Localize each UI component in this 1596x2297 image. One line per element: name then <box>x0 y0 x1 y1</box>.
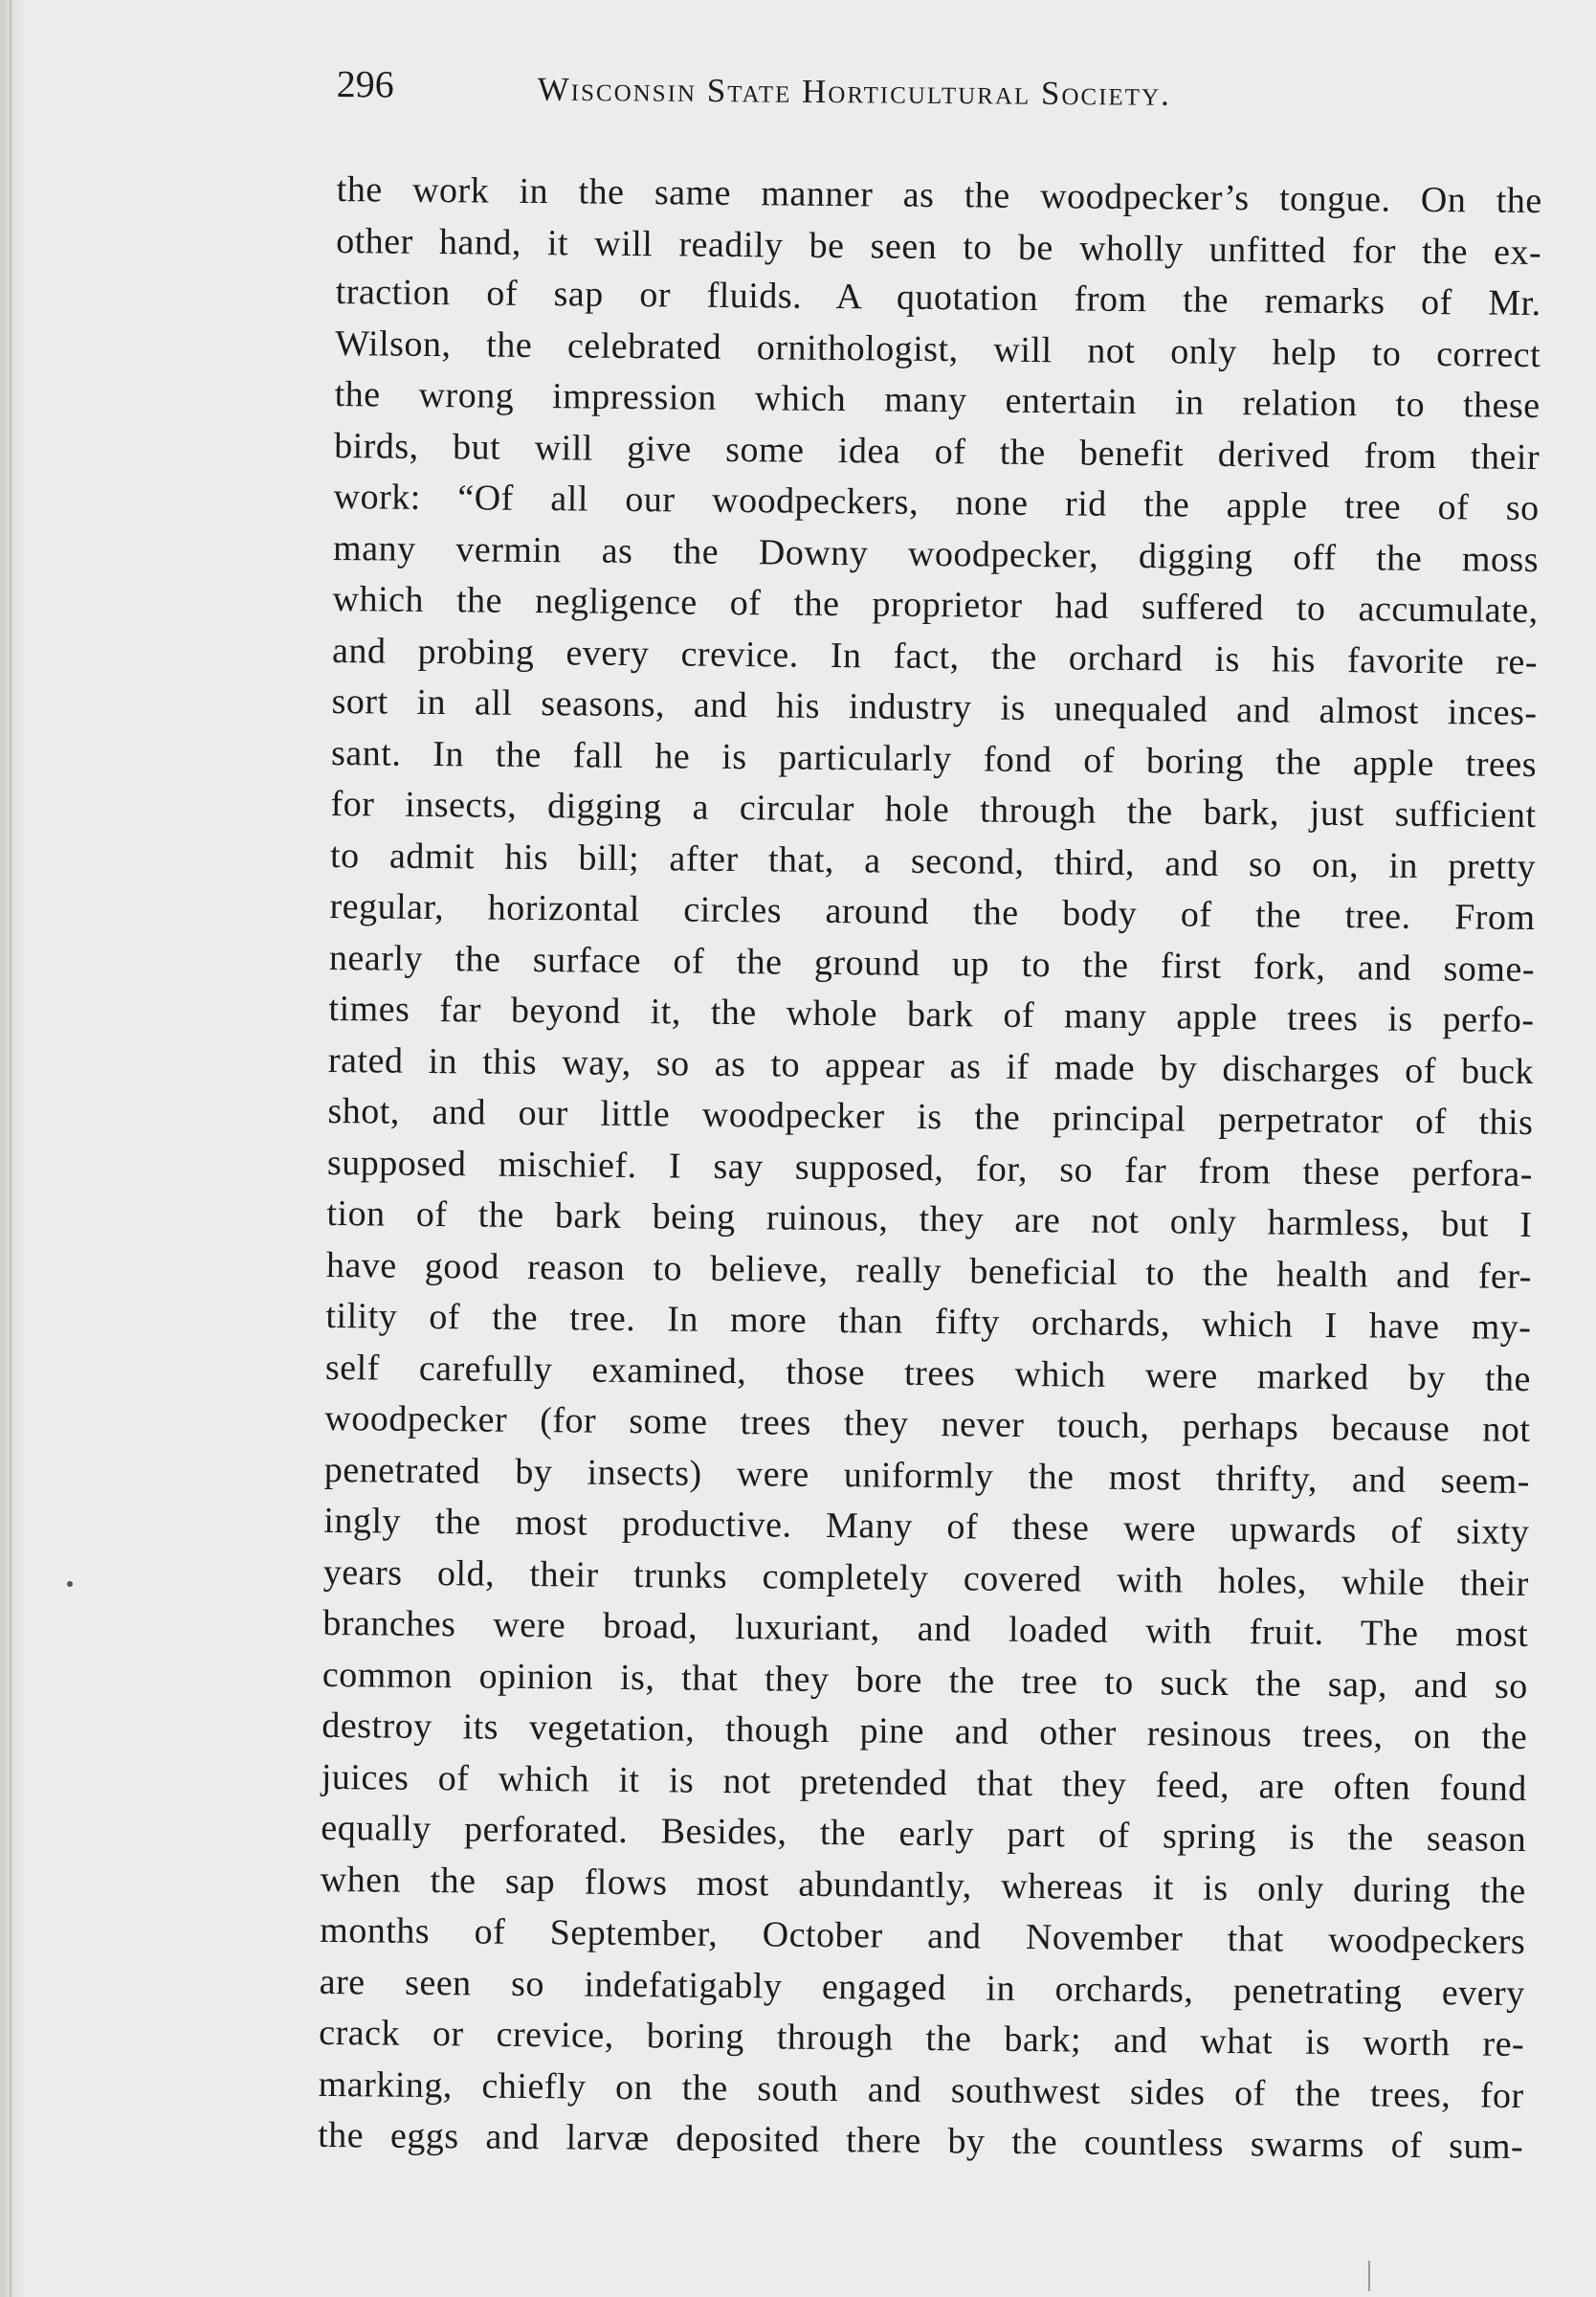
text-line: destroy its vegetation, though pine and other resinous trees, on the <box>321 1705 1528 1758</box>
text-line: when the sap flows most abundantly, whereas it is only during the <box>320 1859 1526 1911</box>
text-line: the wrong impression which many entertain in relation to these <box>334 373 1541 427</box>
text-line: woodpecker (for some trees they never touch, perhaps because not <box>324 1397 1531 1451</box>
scan-mark <box>1368 2261 1370 2291</box>
text-line: the work in the same manner as the woodpecker’s tongue. On the <box>336 168 1542 222</box>
text-line: traction of sap or fluids. A quotation from the remarks of Mr. <box>335 271 1541 324</box>
text-line: for insects, digging a circular hole through the bark, just sufficient <box>330 783 1537 836</box>
text-line: nearly the surface of the ground up to the first fork, and some- <box>328 937 1536 990</box>
text-line: marking, chiefly on the south and southwest sides of the trees, for <box>318 2063 1524 2116</box>
text-line: work: “Of all our woodpeckers, none rid the apple tree of so <box>333 476 1540 529</box>
text-line: tility of the tree. In more than fifty orchards, which I have my- <box>325 1295 1532 1349</box>
text-line: common opinion is, that they bore the tree to suck the sap, and so <box>321 1654 1529 1706</box>
text-line: years old, their trunks completely covered with holes, while their <box>322 1551 1530 1604</box>
scan-speck <box>67 1581 73 1587</box>
text-line: branches were broad, luxuriant, and loaded with fruit. The most <box>322 1602 1529 1656</box>
text-line: supposed mischief. I say supposed, for, so far from these perfora- <box>326 1142 1534 1194</box>
text-line: and probing every crevice. In fact, the orchard is his favorite re- <box>331 630 1539 682</box>
text-line: juices of which it is not pretended that they feed, are often found <box>321 1756 1527 1809</box>
text-line: ingly the most productive. Many of these were upwards of sixty <box>323 1500 1530 1553</box>
text-line: birds, but will give some idea of the benefit derived from their <box>333 425 1541 478</box>
text-line: tion of the bark being ruinous, they are not only harmless, but I <box>326 1193 1533 1246</box>
text-line: many vermin as the Downy woodpecker, digging off the moss <box>332 527 1540 580</box>
text-line: Wilson, the celebrated ornithologist, will not only help to correct <box>335 323 1541 375</box>
text-line: penetrated by insects) were uniformly the most thrifty, and seem- <box>323 1449 1531 1502</box>
text-line: self carefully examined, those trees which were marked by the <box>324 1347 1532 1399</box>
text-line: other hand, it will readily be seen to be wholly unfitted for the ex- <box>336 220 1542 273</box>
text-line: crack or crevice, boring through the bark; and what is worth re- <box>319 2012 1525 2065</box>
text-line: months of September, October and November that woodpeckers <box>320 1909 1526 1963</box>
text-line: equally perforated. Besides, the early part of spring is the season <box>321 1807 1527 1861</box>
text-line: regular, horizontal circles around the body of the tree. From <box>329 885 1536 939</box>
text-line: to admit his bill; after that, a second, third, and so on, in pretty <box>329 835 1537 887</box>
running-head: Wisconsin State Horticultural Society. <box>537 70 1172 113</box>
page-header <box>336 56 1542 142</box>
text-line: sort in all seasons, and his industry is unequaled and almost inces- <box>331 680 1538 734</box>
page-gutter-shadow <box>0 0 27 2297</box>
body-text <box>318 165 1542 2173</box>
text-line: shot, and our little woodpecker is the principal perpetrator of this <box>327 1090 1534 1144</box>
text-line: which the negligence of the proprietor had suffered to accumulate, <box>332 578 1539 632</box>
text-line: times far beyond it, the whole bark of many apple trees is perfo- <box>328 988 1535 1041</box>
text-line: are seen so indefatigably engaged in orchards, penetrating every <box>319 1961 1525 2014</box>
text-line: sant. In the fall he is particularly fond of boring the apple trees <box>330 732 1538 785</box>
text-line: have good reason to believe, really beneficial to the health and fer- <box>325 1244 1533 1297</box>
text-line: rated in this way, so as to appear as if made by discharges of buck <box>327 1039 1535 1092</box>
text-line: the eggs and larvæ deposited there by the countless swarms of sum- <box>318 2114 1524 2167</box>
page-number: 296 <box>336 61 394 106</box>
page-gutter-line <box>10 0 11 2297</box>
